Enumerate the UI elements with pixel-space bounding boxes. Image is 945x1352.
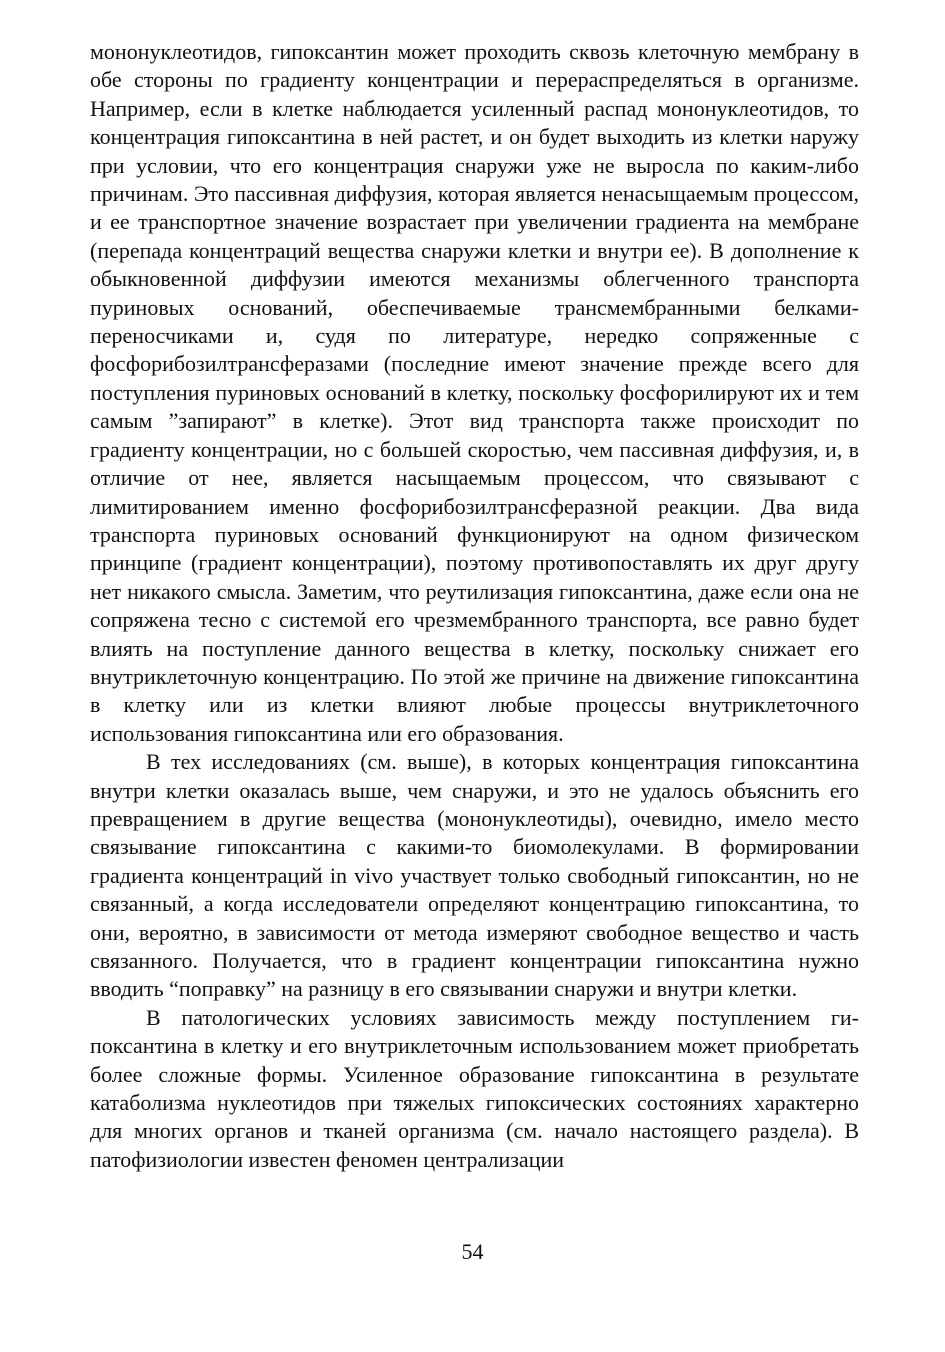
paragraph-2: В тех исследованиях (см. выше), в которых концентрация гипоксантина внутри клетки оказалась выше, чем снаружи, и это не удалось объяснить его превращением в другие вещества (мононуклеотиды), очевидно, имело место связывание гипоксантина с какими-то биомолекулами. В формировании градиента концентраций in vivo участвует только свободный гипоксантин, но не связанный, а когда исследователи определяют концентрацию гипоксантина, то они, вероятно, в зависимости от метода измеряют свободное вещество и часть связанного. Получается, что в градиент концентрации гипоксантина нужно вводить “поправку” на разницу в его связывании снаружи и внутри клетки. <box>90 749 859 1002</box>
body-text <box>90 38 859 1174</box>
paragraph-1: мононуклеотидов, гипоксантин может проходить сквозь клеточную мембрану в обе стороны по градиенту концентрации и перераспределяться в организме. Например, если в клетке наблюдается усиленный распад мононуклеотидов, то концентрация гипоксантина в ней растет, и он будет выходить из клетки наружу при условии, что его концентрация снаружи уже не выросла по каким-либо причинам. Это пассивная диффузия, которая является ненасыщаемым процессом, и ее транспортное значение возрастает при увеличении градиента на мембране (перепада концентраций вещества снаружи клетки и внутри ее). В дополнение к обыкновенной диффузии имеются механизмы облегченного транспорта пуриновых оснований, обеспечиваемые трансмембранными белками-переносчиками и, судя по литературе, нередко сопряженные с фосфорибозилтрансферазами (последние имеют значение прежде всего для поступления пуриновых оснований в клетку, поскольку фосфорилируют их и тем самым ”запирают” в клетке). Этот вид транспорта также происходит по градиенту концентрации, но с большей скоростью, чем пассивная диффузия, и, в отличие от нее, является насыщаемым процессом, что связывают с лимитированием именно фосфорибозилтрансферазной реакции. Два вида транспорта пуриновых оснований функционируют на одном физическом принципе (градиент концентрации), поэтому противопоставлять их друг другу нет никакого смысла. Заметим, что реутилизация гипоксантина, даже если она не сопряжена тесно с системой его чрезмембранного транспорта, все равно будет влиять на поступление данного вещества в клетку, поскольку снижает его внутриклеточную концентрацию. По этой же причине на движение гипоксантина в клетку или из клетки влияют любые процессы внутриклеточного использования гипоксантина или его образования. <box>90 39 859 746</box>
page-number: 54 <box>461 1239 484 1264</box>
paragraph-3: В патологических условиях зависимость между поступлением гипоксантина в клетку и его внутриклеточным использованием может приобретать более сложные формы. Усиленное образование гипоксантина в результате катаболизма нуклеотидов при тяжелых гипоксических состояниях характерно для многих органов и тканей организма (см. начало настоящего раздела). В патофизиологии известен феномен централизации <box>90 1004 859 1172</box>
